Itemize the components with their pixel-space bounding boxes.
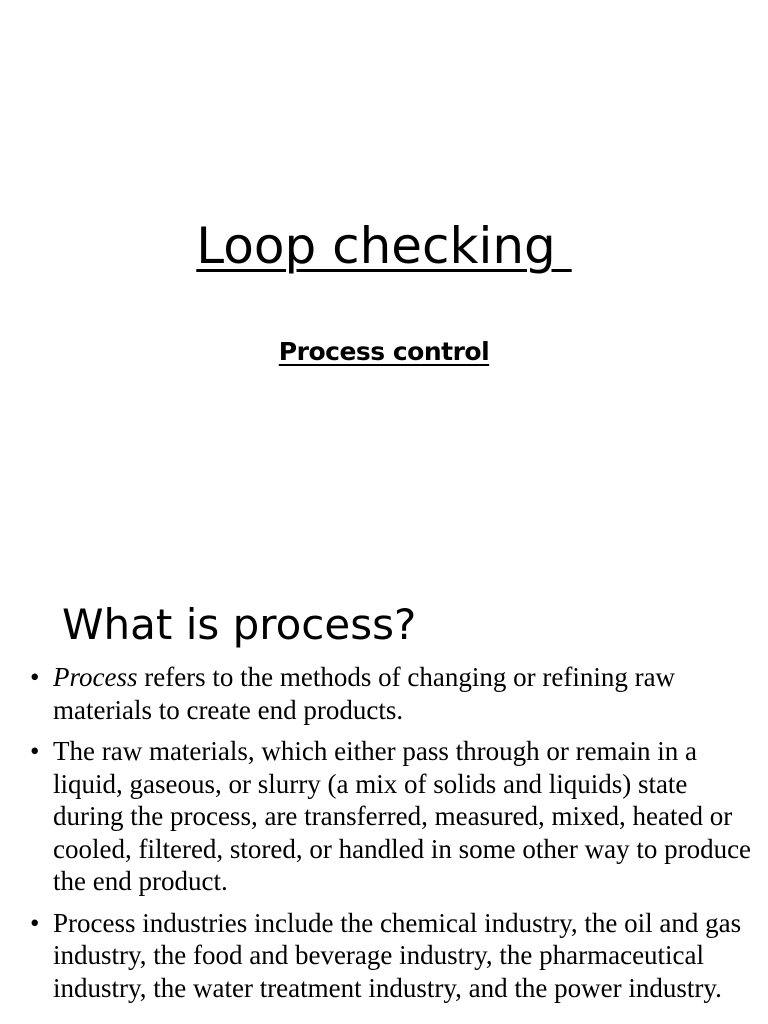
slide-subtitle: Process control (278, 337, 490, 366)
slide-heading: What is process? (62, 600, 417, 649)
bullet-icon: • (30, 662, 40, 692)
list-item (30, 735, 755, 898)
bullet-text: refers to the methods of changing or refining raw materials to create end products. (53, 662, 676, 725)
bullet-list (30, 661, 755, 1013)
list-item (30, 661, 755, 726)
bullet-icon: • (30, 907, 40, 938)
bullet-icon: • (30, 736, 40, 766)
bullet-text: Process industries include the chemical industry, the oil and gas industry, the food and beverage industry, the pharmaceutical industry, the water treatment industry, and the power industry. (53, 907, 742, 1003)
bullet-italic-term: Process (53, 662, 138, 692)
content-slide (0, 576, 768, 1024)
list-item (30, 907, 755, 1005)
bullet-text: The raw materials, which either pass through or remain in a liquid, gaseous, or slurry (a mix of solids and liquids) state during the process, are transferred, measured, mixed, heated or cooled, filtered, stored, or handled in some other way to produce the end product. (53, 736, 752, 896)
slide-title: Loop checking (196, 217, 572, 275)
